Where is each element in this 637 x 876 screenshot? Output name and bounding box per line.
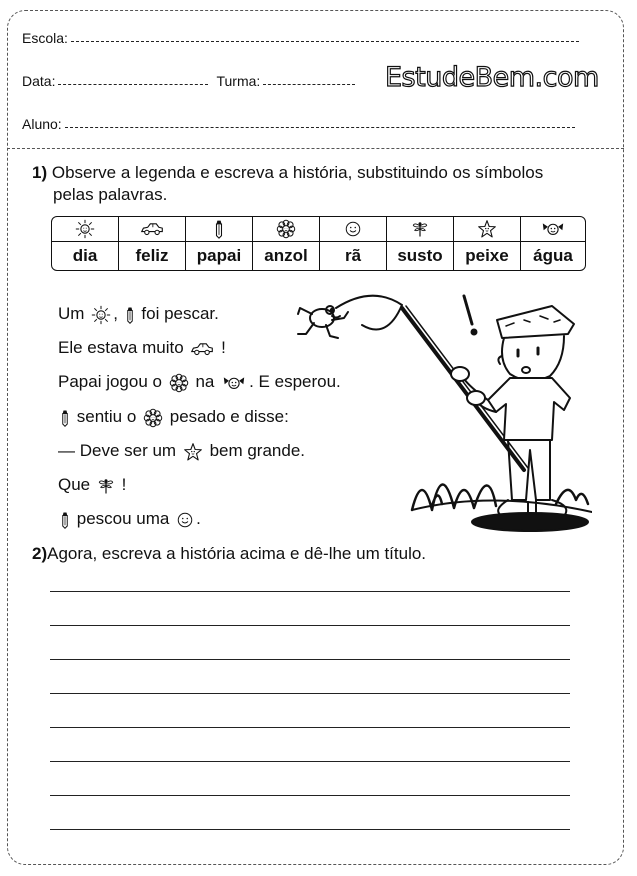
escola-field-row — [22, 30, 579, 46]
data-label: Data: — [22, 73, 56, 89]
story-line — [58, 337, 226, 359]
sun-icon — [75, 219, 95, 239]
legend-word: feliz — [119, 242, 186, 270]
aluno-field-row — [22, 116, 575, 132]
legend-word: peixe — [454, 242, 521, 270]
frog-drawing — [298, 306, 348, 338]
legend-word: susto — [387, 242, 454, 270]
writing-line[interactable] — [50, 659, 570, 660]
writing-line[interactable] — [50, 693, 570, 694]
story-text: foi pescar. — [141, 304, 219, 323]
flower-icon — [169, 373, 189, 393]
car-icon — [140, 221, 164, 237]
legend-word: água — [533, 246, 573, 265]
question-1-number: 1) — [32, 163, 48, 182]
question-2-number: 2) — [32, 544, 48, 563]
writing-line[interactable] — [50, 727, 570, 728]
question-1-text-line2: pelas palavras. — [53, 185, 168, 204]
question-1-text-line1: Observe a legenda e escreva a história, substituindo os símbolos — [51, 163, 544, 182]
aluno-label: Aluno: — [22, 116, 62, 132]
legend-word: dia — [52, 242, 119, 270]
story-text: pescou uma — [76, 509, 170, 528]
face-bow-icon — [540, 220, 566, 237]
legend-table — [51, 216, 586, 271]
story-text: pesado e disse: — [169, 407, 289, 426]
story-text: , — [113, 304, 118, 323]
story-text: Papai jogou o — [58, 372, 162, 391]
writing-line[interactable] — [50, 591, 570, 592]
turma-label: Turma: — [216, 73, 261, 89]
legend-word: rã — [320, 242, 387, 270]
story-text: ! — [221, 338, 226, 357]
story-text: sentiu o — [76, 407, 137, 426]
smiley-icon — [344, 220, 362, 238]
legend-word: anzol — [253, 242, 320, 270]
boy-fishing-illustration — [292, 290, 592, 540]
writing-line[interactable] — [50, 795, 570, 796]
pencil-icon — [60, 511, 70, 529]
story-line — [58, 440, 305, 462]
escola-label: Escola: — [22, 30, 68, 46]
story-line — [58, 474, 126, 496]
story-text: na — [195, 372, 215, 391]
star-icon — [183, 442, 203, 462]
writing-line[interactable] — [50, 625, 570, 626]
escola-field[interactable] — [71, 40, 579, 42]
question-2 — [32, 543, 426, 565]
header-divider — [7, 148, 624, 149]
data-field-row — [22, 73, 355, 89]
smiley-icon — [176, 511, 194, 529]
pencil-icon — [214, 219, 224, 239]
question-1 — [32, 162, 543, 184]
story-text: Ele estava muito — [58, 338, 184, 357]
story-line — [58, 508, 201, 530]
question-2-text: Agora, escreva a história acima e dê-lhe um título. — [47, 544, 427, 563]
star-icon — [477, 219, 497, 239]
story-text: — Deve ser um — [58, 441, 177, 460]
story-text: Que — [58, 475, 91, 494]
story-text: bem grande. — [209, 441, 306, 460]
story-text: . E esperou. — [249, 372, 341, 391]
legend-word: papai — [186, 242, 253, 270]
story-text: ! — [121, 475, 127, 494]
story-line — [58, 406, 289, 428]
question-1-cont — [53, 184, 167, 206]
flower-icon — [276, 219, 296, 239]
turma-field[interactable] — [263, 83, 355, 85]
dragonfly-icon — [411, 219, 429, 239]
car-icon — [190, 341, 214, 357]
writing-line[interactable] — [50, 829, 570, 830]
story-text: . — [196, 509, 201, 528]
data-field[interactable] — [58, 83, 208, 85]
pencil-icon — [125, 306, 135, 324]
story-text: Um — [58, 304, 85, 323]
flower-icon — [143, 408, 163, 428]
dragonfly-icon — [97, 476, 115, 496]
sun-icon — [91, 305, 111, 325]
writing-line[interactable] — [50, 761, 570, 762]
face-bow-icon — [221, 374, 247, 391]
aluno-field[interactable] — [65, 126, 575, 128]
pencil-icon — [60, 409, 70, 427]
story-line — [58, 303, 219, 325]
brand-logo: EstudeBem.com — [385, 62, 599, 93]
